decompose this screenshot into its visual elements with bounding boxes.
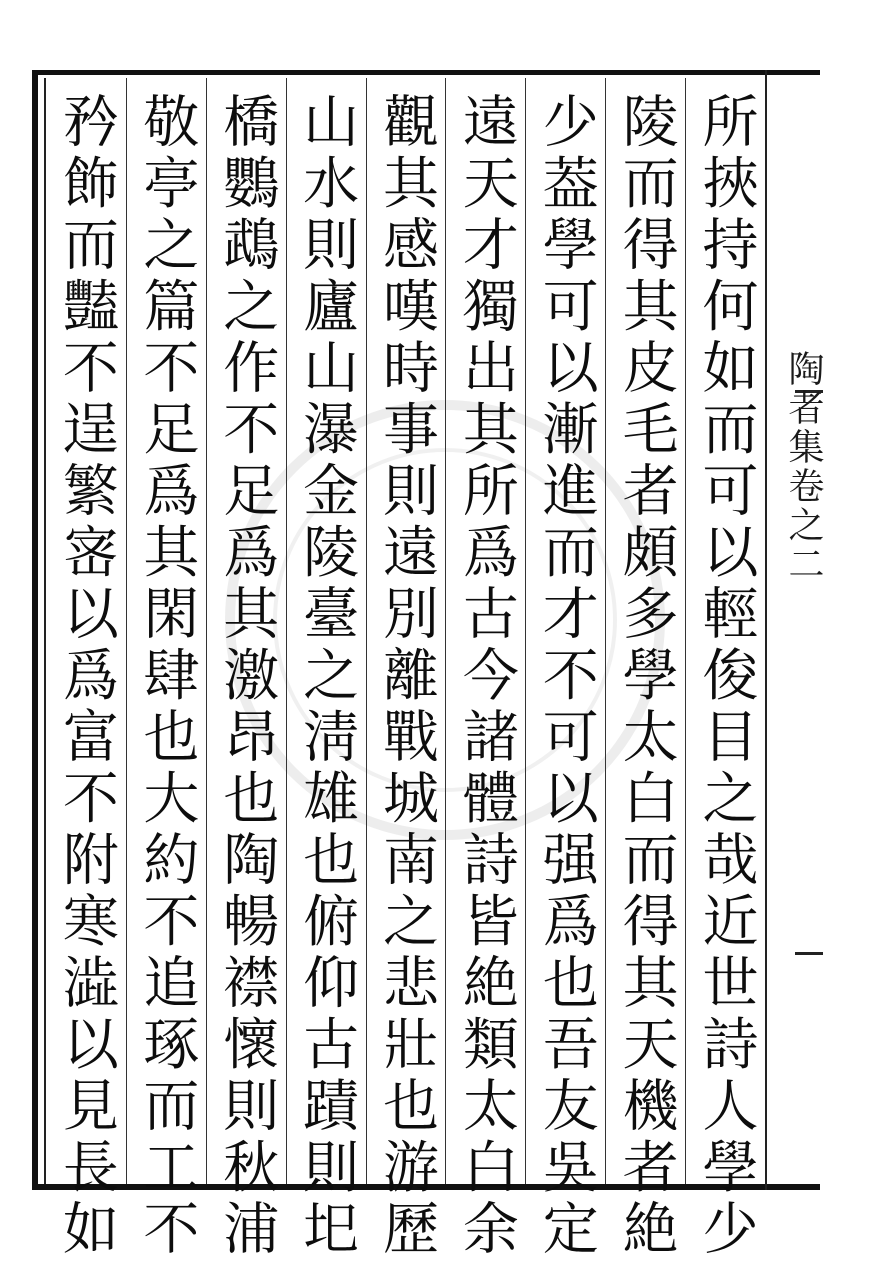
column-text: 觀其感嘆時事則遠別離戰城南之悲壯也游歷 [373,92,439,1261]
text-column [605,78,685,1261]
fold-divider-line [765,70,767,1190]
text-column [685,78,765,1261]
text-columns [46,78,765,1261]
fold-lower-mark [795,952,823,955]
text-column [366,78,446,1261]
column-text: 敬亭之篇不足爲其閑肆也大約不追琢而工不 [134,92,200,1261]
text-column [445,78,525,1261]
text-column [525,78,605,1261]
column-text: 矜飾而豔不逞繁宻以爲富不附寒澁以見長如 [53,92,119,1261]
column-text: 陵而得其皮毛者頗多學太白而得其天機者絶 [613,92,679,1261]
text-column [286,78,366,1261]
text-column [206,78,286,1261]
column-text: 少葢學可以漸進而才不可以强爲也吾友吳定 [533,92,599,1261]
text-column [46,78,126,1261]
center-fold-margin [765,70,823,1190]
column-text: 山水則廬山瀑金陵臺之淸雄也俯仰古蹟則圯 [294,92,360,1261]
text-column [126,78,206,1261]
fold-book-title: 陶者集卷之二 [783,350,824,584]
column-text: 橋鸚鵡之作不足爲其激昂也陶暢襟懷則秋浦 [214,92,280,1261]
column-text: 所挾持何如而可以輕俊目之哉近世詩人學少 [693,92,759,1261]
column-text: 遠天才獨出其所爲古今諸體詩皆絶類太白余 [453,92,519,1261]
